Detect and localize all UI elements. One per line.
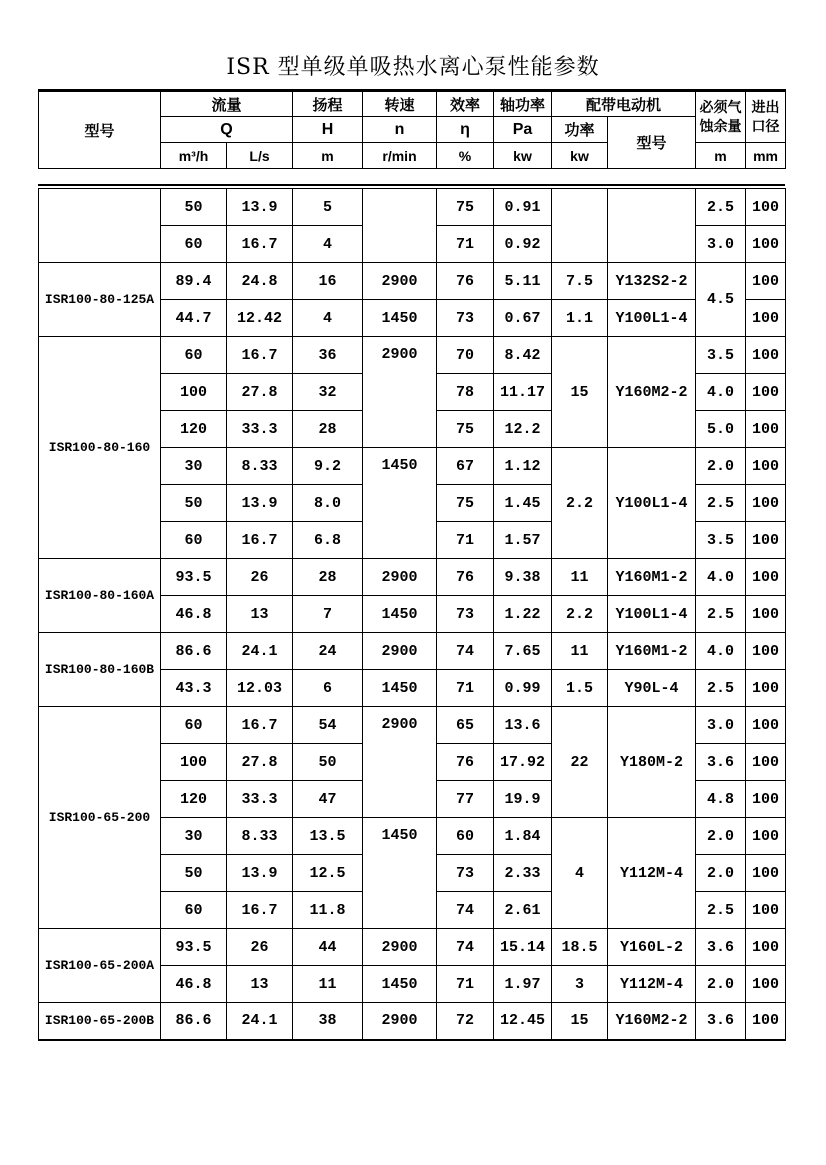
speed-cell: 2900 [363,707,437,818]
head-cell: 6 [293,670,363,707]
motor-power-cell: 1.5 [552,670,608,707]
header-row-1 [39,91,786,117]
model-cell: ISR100-80-160A [39,559,161,633]
flow-m3h-cell: 50 [161,485,227,522]
efficiency-cell: 73 [437,855,494,892]
efficiency-cell: 75 [437,411,494,448]
flow-ls-cell: 16.7 [227,226,293,263]
flow-m3h-cell: 100 [161,374,227,411]
table-row [39,1003,786,1040]
header-ports-unit: mm [746,143,786,169]
speed-cell: 1450 [363,596,437,633]
flow-ls-cell: 13.9 [227,855,293,892]
efficiency-cell: 73 [437,300,494,337]
header-npsh-unit: m [696,143,746,169]
shaft-power-cell: 17.92 [494,744,552,781]
diameter-cell: 100 [746,485,786,522]
flow-m3h-cell: 60 [161,707,227,744]
header-motor-model: 型号 [608,117,696,169]
page-title: ISR 型单级单吸热水离心泵性能参数 [226,55,600,80]
header-flow-m3h-unit: m³/h [161,143,227,169]
flow-m3h-cell: 50 [161,855,227,892]
header-head-unit: m [293,143,363,169]
speed-cell: 1450 [363,300,437,337]
motor-power-cell: 22 [552,707,608,818]
speed-cell: 2900 [363,633,437,670]
head-cell: 5 [293,189,363,226]
shaft-power-cell: 5.11 [494,263,552,300]
motor-model-cell: Y160L-2 [608,929,696,966]
flow-m3h-cell: 30 [161,818,227,855]
efficiency-cell: 71 [437,522,494,559]
head-cell: 6.8 [293,522,363,559]
diameter-cell: 100 [746,374,786,411]
model-cell: ISR100-65-200 [39,707,161,929]
motor-model-cell: Y100L1-4 [608,596,696,633]
motor-model-cell: Y160M1-2 [608,633,696,670]
flow-m3h-cell: 120 [161,781,227,818]
efficiency-cell: 73 [437,596,494,633]
header-motor-power-unit: kw [552,143,608,169]
model-cell: ISR100-65-200B [39,1003,161,1040]
npsh-cell: 3.0 [696,707,746,744]
npsh-cell: 2.5 [696,596,746,633]
motor-power-cell: 2.2 [552,448,608,559]
flow-m3h-cell: 50 [161,189,227,226]
efficiency-cell: 74 [437,892,494,929]
table-body [38,188,786,1041]
header-flow: 流量 [161,91,293,117]
header-model: 型号 [39,91,161,169]
motor-model-cell: Y100L1-4 [608,300,696,337]
flow-ls-cell: 27.8 [227,744,293,781]
npsh-cell: 4.0 [696,374,746,411]
head-cell: 8.0 [293,485,363,522]
diameter-cell: 100 [746,929,786,966]
head-cell: 50 [293,744,363,781]
motor-power-cell: 15 [552,1003,608,1040]
table-row [39,559,786,596]
table-row [39,263,786,300]
diameter-cell: 100 [746,633,786,670]
head-cell: 32 [293,374,363,411]
efficiency-cell: 65 [437,707,494,744]
motor-power-cell: 18.5 [552,929,608,966]
shaft-power-cell: 19.9 [494,781,552,818]
diameter-cell: 100 [746,966,786,1003]
header-shaft-power-symbol: Pa [494,117,552,143]
header-head-symbol: H [293,117,363,143]
npsh-cell: 2.0 [696,966,746,1003]
motor-model-cell: Y100L1-4 [608,448,696,559]
flow-ls-cell: 16.7 [227,707,293,744]
speed-cell: 2900 [363,559,437,596]
npsh-cell: 4.8 [696,781,746,818]
npsh-cell: 3.6 [696,1003,746,1040]
shaft-power-cell: 1.22 [494,596,552,633]
table-row [39,337,786,374]
shaft-power-cell: 0.67 [494,300,552,337]
flow-m3h-cell: 93.5 [161,929,227,966]
header-motor-power: 功率 [552,117,608,143]
head-cell: 47 [293,781,363,818]
efficiency-cell: 75 [437,485,494,522]
diameter-cell: 100 [746,596,786,633]
efficiency-cell: 74 [437,929,494,966]
header-efficiency-unit: % [437,143,494,169]
header-flow-symbol: Q [161,117,293,143]
efficiency-cell: 60 [437,818,494,855]
diameter-cell: 100 [746,337,786,374]
npsh-cell: 4.5 [696,263,746,337]
diameter-cell: 100 [746,892,786,929]
flow-m3h-cell: 93.5 [161,559,227,596]
flow-m3h-cell: 44.7 [161,300,227,337]
table-row [39,929,786,966]
npsh-cell: 4.0 [696,633,746,670]
efficiency-cell: 75 [437,189,494,226]
efficiency-cell: 78 [437,374,494,411]
head-cell: 4 [293,300,363,337]
head-cell: 28 [293,411,363,448]
flow-m3h-cell: 60 [161,892,227,929]
flow-ls-cell: 13 [227,966,293,1003]
flow-ls-cell: 24.8 [227,263,293,300]
shaft-power-cell: 11.17 [494,374,552,411]
shaft-power-cell: 9.38 [494,559,552,596]
flow-ls-cell: 33.3 [227,781,293,818]
head-cell: 7 [293,596,363,633]
diameter-cell: 100 [746,522,786,559]
shaft-power-cell: 2.33 [494,855,552,892]
table-body-block [38,184,785,1041]
diameter-cell: 100 [746,226,786,263]
header-efficiency: 效率 [437,91,494,117]
shaft-power-cell: 12.45 [494,1003,552,1040]
motor-model-cell: Y90L-4 [608,670,696,707]
diameter-cell: 100 [746,781,786,818]
motor-power-cell: 4 [552,818,608,929]
shaft-power-cell: 7.65 [494,633,552,670]
model-cell: ISR100-80-160B [39,633,161,707]
diameter-cell: 100 [746,263,786,300]
diameter-cell: 100 [746,189,786,226]
npsh-cell: 2.5 [696,485,746,522]
shaft-power-cell: 15.14 [494,929,552,966]
npsh-cell: 2.5 [696,189,746,226]
motor-power-cell [552,189,608,263]
model-cell: ISR100-80-160 [39,337,161,559]
efficiency-cell: 67 [437,448,494,485]
diameter-cell: 100 [746,744,786,781]
table-row [39,189,786,226]
flow-ls-cell: 26 [227,929,293,966]
flow-ls-cell: 16.7 [227,522,293,559]
efficiency-cell: 76 [437,744,494,781]
shaft-power-cell: 1.57 [494,522,552,559]
flow-m3h-cell: 46.8 [161,596,227,633]
flow-ls-cell: 24.1 [227,633,293,670]
speed-cell: 2900 [363,337,437,448]
motor-model-cell [608,189,696,263]
header-head: 扬程 [293,91,363,117]
diameter-cell: 100 [746,300,786,337]
head-cell: 11 [293,966,363,1003]
shaft-power-cell: 1.84 [494,818,552,855]
speed-cell: 2900 [363,1003,437,1040]
flow-ls-cell: 13 [227,596,293,633]
efficiency-cell: 71 [437,670,494,707]
efficiency-cell: 77 [437,781,494,818]
speed-cell: 2900 [363,929,437,966]
npsh-cell: 4.0 [696,559,746,596]
diameter-cell: 100 [746,411,786,448]
flow-ls-cell: 16.7 [227,892,293,929]
shaft-power-cell: 0.92 [494,226,552,263]
flow-ls-cell: 24.1 [227,1003,293,1040]
head-cell: 38 [293,1003,363,1040]
motor-power-cell: 7.5 [552,263,608,300]
flow-m3h-cell: 60 [161,226,227,263]
motor-power-cell: 2.2 [552,596,608,633]
diameter-cell: 100 [746,1003,786,1040]
efficiency-cell: 76 [437,263,494,300]
speed-cell [363,189,437,263]
table-container [38,89,785,1041]
head-cell: 36 [293,337,363,374]
speed-cell: 1450 [363,966,437,1003]
flow-ls-cell: 27.8 [227,374,293,411]
model-cell: ISR100-80-125A [39,263,161,337]
speed-cell: 1450 [363,448,437,559]
head-cell: 12.5 [293,855,363,892]
shaft-power-cell: 2.61 [494,892,552,929]
flow-m3h-cell: 86.6 [161,633,227,670]
npsh-cell: 3.6 [696,929,746,966]
motor-power-cell: 11 [552,559,608,596]
speed-cell: 2900 [363,263,437,300]
flow-ls-cell: 12.03 [227,670,293,707]
motor-model-cell: Y160M2-2 [608,337,696,448]
npsh-cell: 2.0 [696,448,746,485]
flow-ls-cell: 13.9 [227,189,293,226]
efficiency-cell: 74 [437,633,494,670]
flow-m3h-cell: 60 [161,522,227,559]
table-row [39,707,786,744]
motor-model-cell: Y112M-4 [608,966,696,1003]
header-shaft-power-unit: kw [494,143,552,169]
header-npsh: 必须气蚀余量 [696,91,746,143]
motor-power-cell: 15 [552,337,608,448]
header-ports: 进出口径 [746,91,786,143]
speed-cell: 1450 [363,818,437,929]
npsh-cell: 3.0 [696,226,746,263]
efficiency-cell: 72 [437,1003,494,1040]
efficiency-cell: 70 [437,337,494,374]
diameter-cell: 100 [746,707,786,744]
efficiency-cell: 71 [437,226,494,263]
shaft-power-cell: 12.2 [494,411,552,448]
shaft-power-cell: 0.99 [494,670,552,707]
head-cell: 16 [293,263,363,300]
head-cell: 54 [293,707,363,744]
flow-ls-cell: 8.33 [227,818,293,855]
head-cell: 24 [293,633,363,670]
motor-model-cell: Y132S2-2 [608,263,696,300]
npsh-cell: 2.5 [696,892,746,929]
table-header [38,89,786,169]
npsh-cell: 2.5 [696,670,746,707]
model-cell [39,189,161,263]
shaft-power-cell: 1.45 [494,485,552,522]
head-cell: 44 [293,929,363,966]
diameter-cell: 100 [746,855,786,892]
flow-m3h-cell: 30 [161,448,227,485]
head-cell: 13.5 [293,818,363,855]
flow-ls-cell: 33.3 [227,411,293,448]
shaft-power-cell: 1.97 [494,966,552,1003]
motor-model-cell: Y112M-4 [608,818,696,929]
header-efficiency-symbol: η [437,117,494,143]
flow-m3h-cell: 120 [161,411,227,448]
motor-model-cell: Y160M1-2 [608,559,696,596]
header-flow-ls-unit: L/s [227,143,293,169]
head-cell: 9.2 [293,448,363,485]
efficiency-cell: 76 [437,559,494,596]
flow-m3h-cell: 46.8 [161,966,227,1003]
flow-m3h-cell: 43.3 [161,670,227,707]
flow-ls-cell: 12.42 [227,300,293,337]
flow-m3h-cell: 100 [161,744,227,781]
speed-cell: 1450 [363,670,437,707]
npsh-cell: 3.5 [696,522,746,559]
header-motor: 配带电动机 [552,91,696,117]
flow-m3h-cell: 60 [161,337,227,374]
model-cell: ISR100-65-200A [39,929,161,1003]
diameter-cell: 100 [746,559,786,596]
efficiency-cell: 71 [437,966,494,1003]
flow-ls-cell: 26 [227,559,293,596]
head-cell: 4 [293,226,363,263]
motor-model-cell: Y160M2-2 [608,1003,696,1040]
npsh-cell: 2.0 [696,855,746,892]
head-cell: 28 [293,559,363,596]
motor-power-cell: 11 [552,633,608,670]
npsh-cell: 5.0 [696,411,746,448]
diameter-cell: 100 [746,670,786,707]
header-shaft-power: 轴功率 [494,91,552,117]
header-speed-unit: r/min [363,143,437,169]
table-row [39,633,786,670]
header-speed: 转速 [363,91,437,117]
diameter-cell: 100 [746,448,786,485]
flow-ls-cell: 13.9 [227,485,293,522]
shaft-power-cell: 13.6 [494,707,552,744]
shaft-power-cell: 8.42 [494,337,552,374]
shaft-power-cell: 1.12 [494,448,552,485]
flow-m3h-cell: 89.4 [161,263,227,300]
npsh-cell: 2.0 [696,818,746,855]
motor-model-cell: Y180M-2 [608,707,696,818]
flow-ls-cell: 16.7 [227,337,293,374]
header-speed-symbol: n [363,117,437,143]
shaft-power-cell: 0.91 [494,189,552,226]
npsh-cell: 3.6 [696,744,746,781]
flow-ls-cell: 8.33 [227,448,293,485]
head-cell: 11.8 [293,892,363,929]
motor-power-cell: 1.1 [552,300,608,337]
motor-power-cell: 3 [552,966,608,1003]
npsh-cell: 3.5 [696,337,746,374]
flow-m3h-cell: 86.6 [161,1003,227,1040]
diameter-cell: 100 [746,818,786,855]
